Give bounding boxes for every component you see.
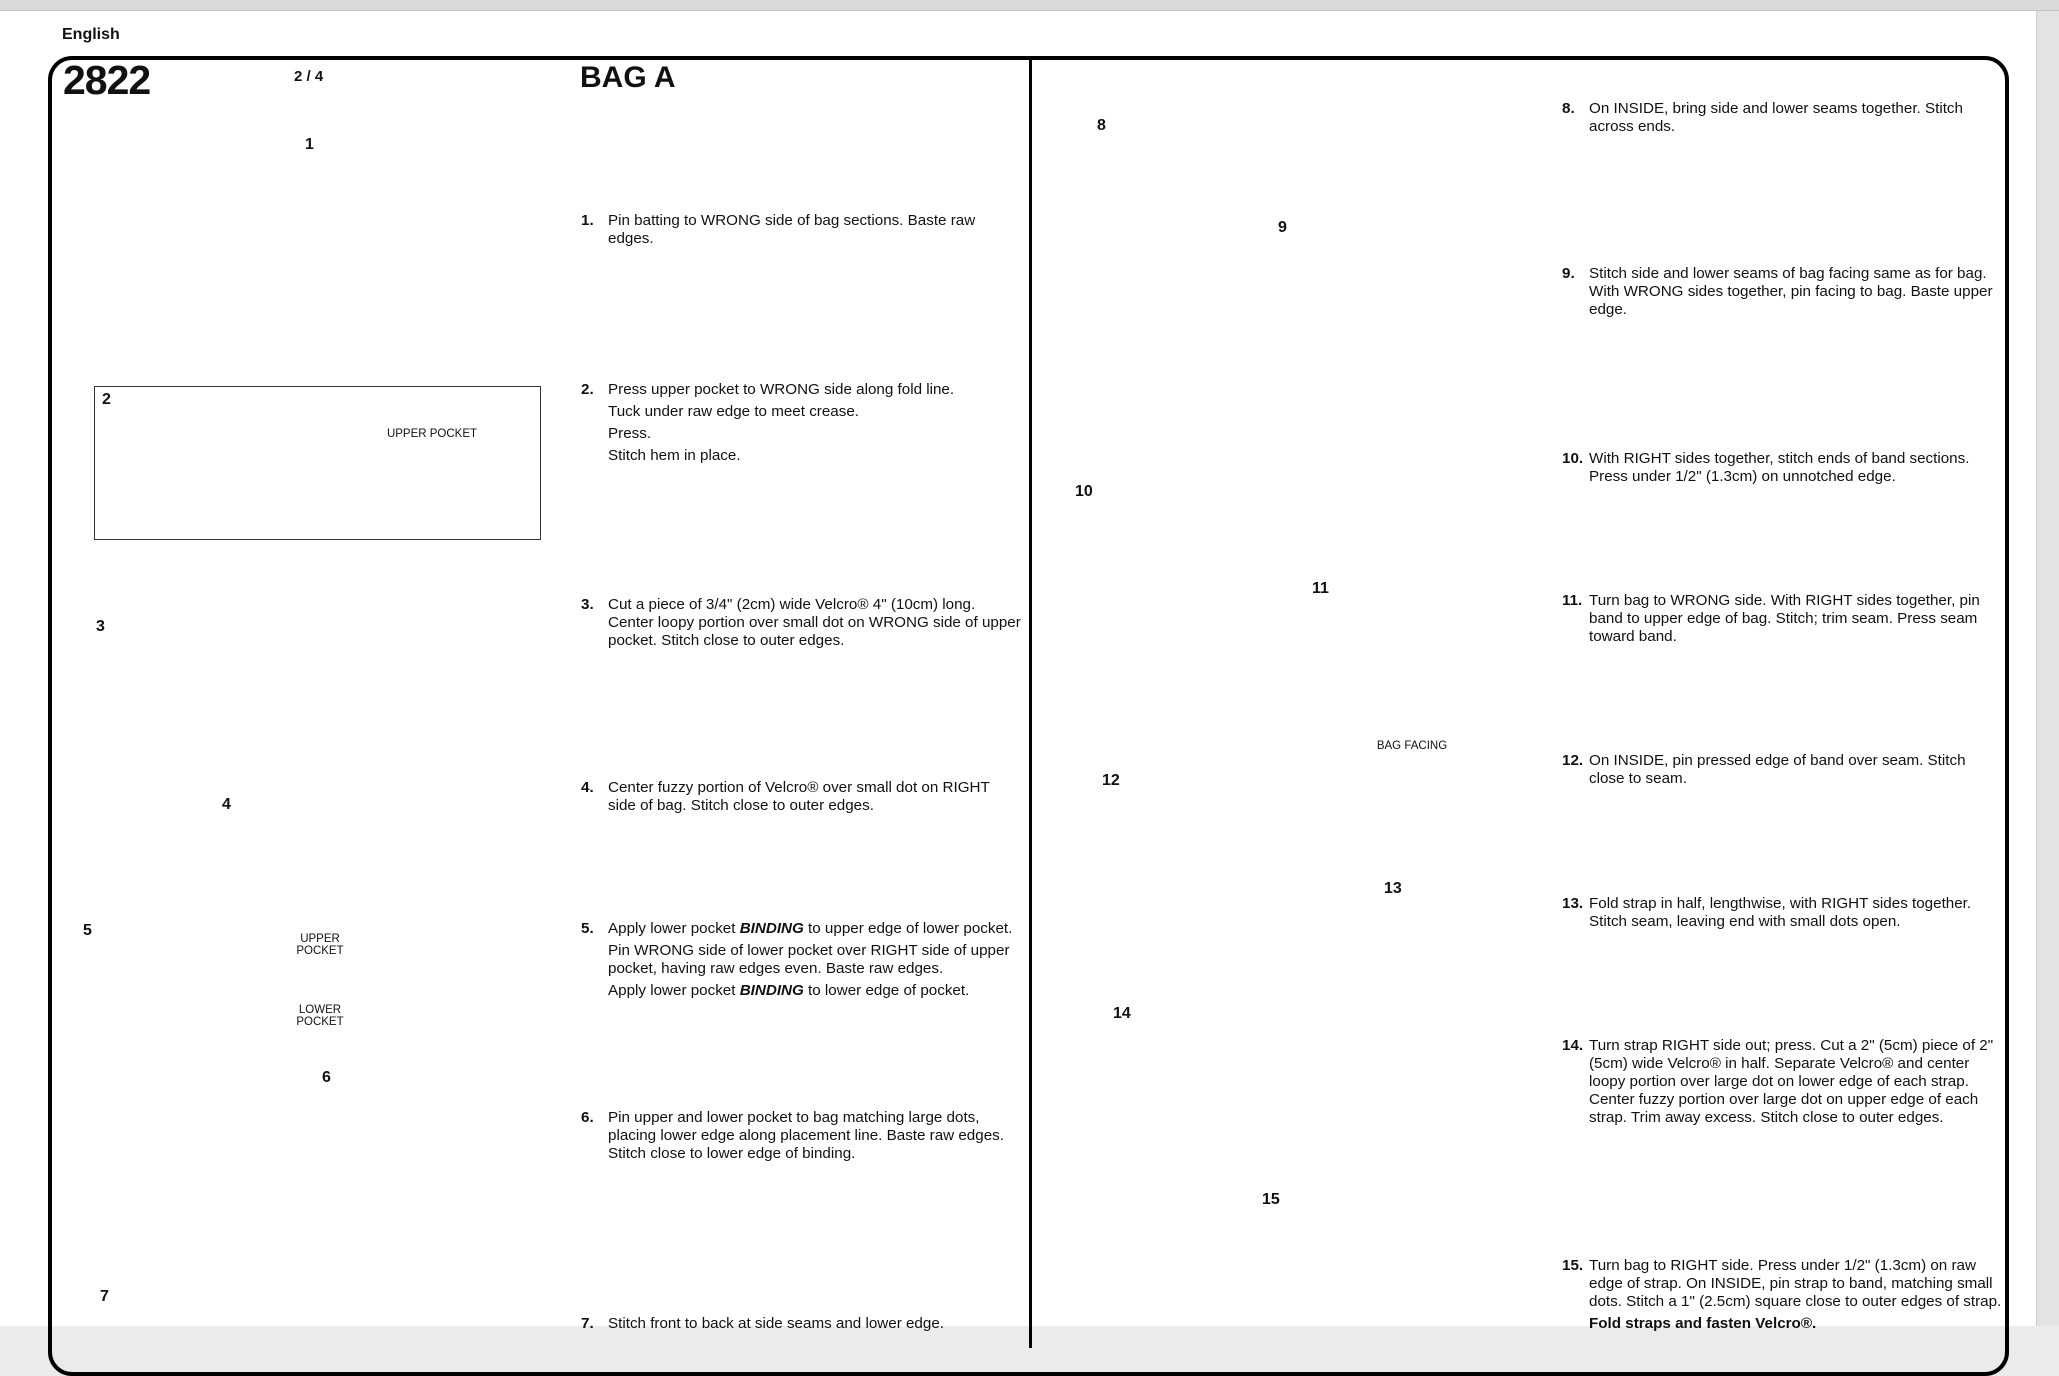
step-number: 3. (581, 596, 594, 613)
step-text: With RIGHT sides together, stitch ends of band sections. Press under 1/2" (1.3cm) on unnotched edge. (1589, 450, 1970, 485)
figure-number-14: 14 (1113, 1005, 1131, 1022)
step-text: Turn bag to WRONG side. With RIGHT sides together, pin band to upper edge of bag. Stitch; trim seam. Press seam toward band. (1589, 592, 1980, 645)
viewer-toolbar (0, 0, 2059, 11)
label-line: UPPER (300, 933, 340, 945)
step-12 (1562, 752, 2002, 788)
step-number: 11. (1562, 592, 1583, 609)
step-text: Press upper pocket to WRONG side along fold line. (608, 381, 955, 398)
step-6 (581, 1109, 1021, 1163)
pattern-number: 2822 (63, 57, 151, 103)
figure-number-2: 2 (102, 391, 111, 408)
step-number: 14. (1562, 1037, 1584, 1054)
figure-label-upper-pocket-5 (292, 933, 348, 957)
figure-number-1: 1 (305, 136, 314, 153)
step-text: On INSIDE, bring side and lower seams together. Stitch across ends. (1589, 100, 1963, 135)
step-text: Stitch hem in place. (608, 447, 741, 464)
step-4 (581, 779, 1021, 815)
step-text: Fold strap in half, lengthwise, with RIGHT sides together. Stitch seam, leaving end with small dots open. (1589, 895, 1972, 930)
step-9 (1562, 265, 2002, 319)
label-line: LOWER (298, 1004, 342, 1016)
step-13 (1562, 895, 2002, 931)
step-7 (581, 1315, 1021, 1333)
step-text: Pin batting to WRONG side of bag sections. Baste raw edges. (608, 212, 976, 247)
step-number: 12. (1562, 752, 1584, 769)
figure-number-9: 9 (1278, 219, 1287, 236)
step-text: Stitch side and lower seams of bag facing same as for bag. With WRONG sides together, pin facing to bag. Baste upper edge. (1589, 265, 1993, 318)
label-line: POCKET (296, 945, 344, 957)
figure-label-lower-pocket-5 (292, 1004, 348, 1028)
step-text: Turn strap RIGHT side out; press. Cut a 2" (5cm) piece of 2" (5cm) wide Velcro® in half. Separate Velcro® and center loopy portion over large dot on lower edge of each strap. Center fuzzy portion over large dot on upper edge of each strap. Trim away excess. Stitch close to outer edges. (1589, 1037, 1994, 1126)
step-number: 7. (581, 1315, 594, 1332)
step-text: Cut a piece of 3/4" (2cm) wide Velcro® 4" (10cm) long. Center loopy portion over small dot on WRONG side of upper pocket. Stitch close to outer edges. (608, 596, 1021, 649)
step-text: Center fuzzy portion of Velcro® over small dot on RIGHT side of bag. Stitch close to outer edges. (608, 779, 990, 814)
figure-number-12: 12 (1102, 772, 1120, 789)
step-text: Apply lower pocket BINDING to upper edge of lower pocket. (608, 920, 1013, 937)
step-text: Press. (608, 425, 652, 442)
step-text: Pin WRONG side of lower pocket over RIGHT side of upper pocket, having raw edges even. Baste raw edges. (608, 942, 1010, 977)
figure-number-5: 5 (83, 922, 92, 939)
label-line: POCKET (296, 1016, 344, 1028)
section-title: BAG A (580, 61, 676, 94)
step-text: Stitch front to back at side seams and lower edge. (608, 1315, 944, 1332)
figure-number-8: 8 (1097, 117, 1106, 134)
step-text: Tuck under raw edge to meet crease. (608, 403, 860, 420)
figure-number-15: 15 (1262, 1191, 1280, 1208)
figure-2-box (94, 386, 541, 540)
figure-number-3: 3 (96, 618, 105, 635)
figure-label-bag-facing: BAG FACING (1376, 740, 1448, 752)
step-number: 9. (1562, 265, 1575, 282)
step-number: 5. (581, 920, 594, 937)
figure-number-7: 7 (100, 1288, 109, 1305)
step-15 (1562, 1257, 2007, 1333)
column-divider (1029, 58, 1032, 1348)
figure-number-4: 4 (222, 796, 231, 813)
step-number: 6. (581, 1109, 594, 1126)
step-8 (1562, 100, 2002, 136)
step-number: 8. (1562, 100, 1575, 117)
page-indicator: 2 / 4 (294, 68, 324, 85)
step-text: Pin upper and lower pocket to bag matching large dots, placing lower edge along placement line. Baste raw edges. Stitch close to lower edge of binding. (608, 1109, 1004, 1162)
step-number: 1. (581, 212, 594, 229)
step-text: Apply lower pocket BINDING to lower edge of pocket. (608, 982, 970, 999)
step-number: 4. (581, 779, 594, 796)
figure-number-10: 10 (1075, 483, 1093, 500)
figure-number-11: 11 (1312, 580, 1329, 597)
step-14 (1562, 1037, 2002, 1127)
step-3 (581, 596, 1021, 650)
step-number: 15. (1562, 1257, 1584, 1274)
figure-number-6: 6 (322, 1069, 331, 1086)
step-5 (581, 920, 1021, 1004)
figure-number-13: 13 (1384, 880, 1402, 897)
scrollbar[interactable] (2036, 11, 2059, 1326)
step-2 (581, 381, 1001, 469)
step-1 (581, 212, 1001, 248)
document-page (0, 11, 2036, 1332)
figure-label-upper-pocket: UPPER POCKET (386, 428, 478, 440)
step-text: Turn bag to RIGHT side. Press under 1/2" (1.3cm) on raw edge of strap. On INSIDE, pin strap to band, matching small dots. Stitch a 1" (2.5cm) square close to outer edges of strap. (1589, 1257, 2002, 1310)
step-number: 13. (1562, 895, 1584, 912)
step-10 (1562, 450, 2002, 486)
step-number: 10. (1562, 450, 1584, 467)
step-number: 2. (581, 381, 594, 398)
step-11 (1562, 592, 2002, 646)
language-label: English (62, 26, 120, 43)
step-text: On INSIDE, pin pressed edge of band over seam. Stitch close to seam. (1589, 752, 1966, 787)
step-text-final: Fold straps and fasten Velcro®. (1589, 1315, 1817, 1332)
